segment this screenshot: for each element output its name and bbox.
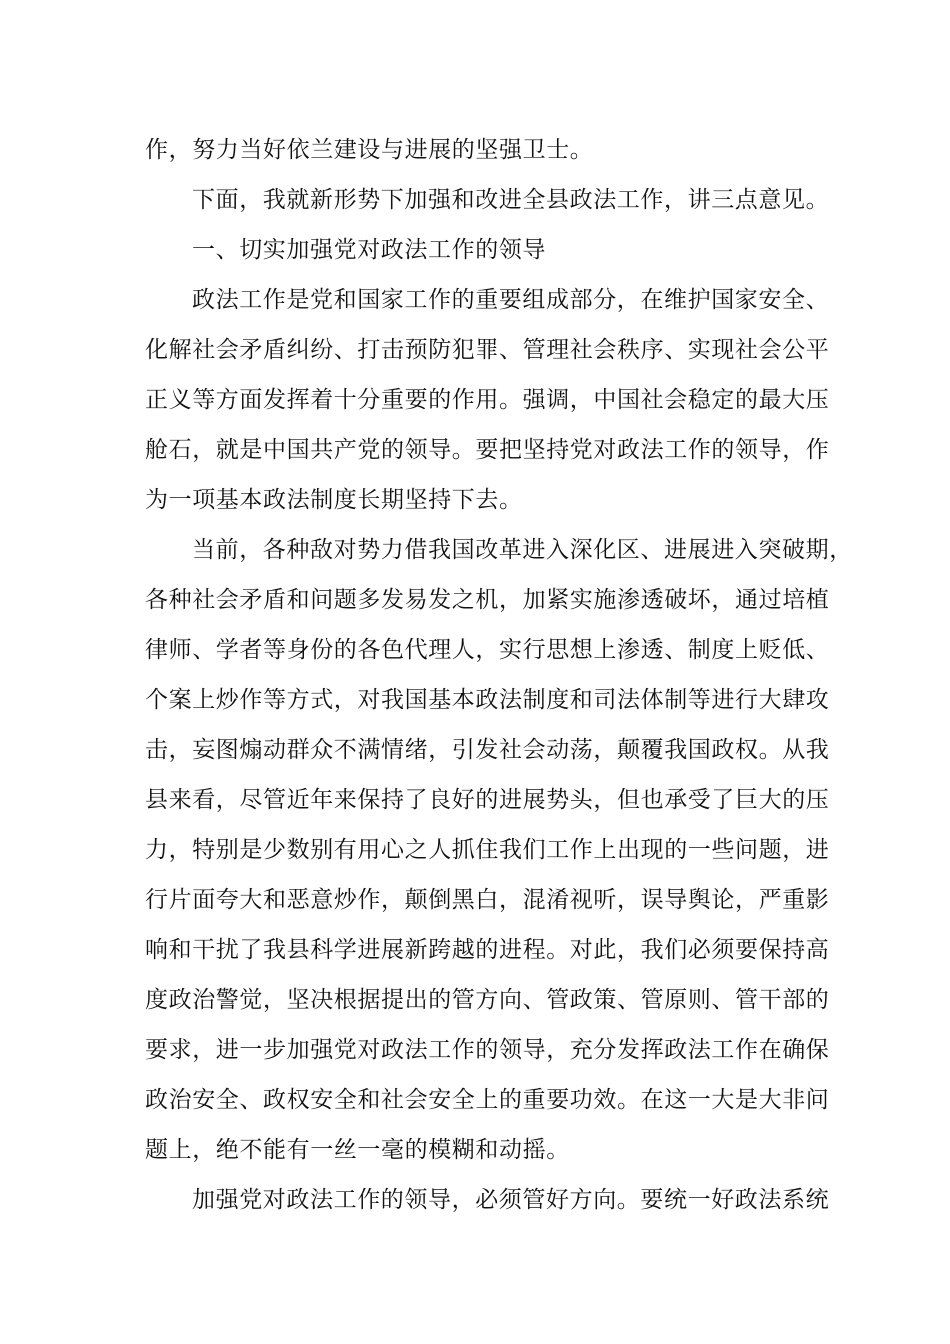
text-line: 要求，进一步加强党对政法工作的领导，充分发挥政法工作在确保 [145,1037,830,1063]
text-line: 下面，我就新形势下加强和改进全县政法工作，讲三点意见。 [192,187,830,213]
text-line: 律师、学者等身份的各色代理人，实行思想上渗透、制度上贬低、 [145,637,830,663]
text-line: 舱石，就是中国共产党的领导。要把坚持党对政法工作的领导，作 [145,437,830,463]
text-line: 题上，绝不能有一丝一毫的模糊和动摇。 [145,1137,570,1163]
text-line: 度政治警觉，坚决根据提出的管方向、管政策、管原则、管干部的 [145,987,830,1013]
text-line: 力，特别是少数别有用心之人抓住我们工作上出现的一些问题，进 [145,837,830,863]
section-heading: 一、切实加强党对政法工作的领导 [192,237,546,263]
text-line: 当前，各种敌对势力借我国改革进入深化区、进展进入突破期， [192,537,853,563]
text-line: 加强党对政法工作的领导，必须管好方向。要统一好政法系统 [192,1187,830,1213]
text-line: 政治安全、政权安全和社会安全上的重要功效。在这一大是大非问 [145,1087,830,1113]
text-line: 击，妄图煽动群众不满情绪，引发社会动荡，颠覆我国政权。从我 [145,737,830,763]
text-line: 各种社会矛盾和问题多发易发之机，加紧实施渗透破坏，通过培植 [145,587,830,613]
text-line: 个案上炒作等方式，对我国基本政法制度和司法体制等进行大肆攻 [145,687,830,713]
text-line: 行片面夸大和恶意炒作，颠倒黑白，混淆视听，误导舆论，严重影 [145,887,830,913]
text-line: 化解社会矛盾纠纷、打击预防犯罪、管理社会秩序、实现社会公平 [145,337,830,363]
text-line: 响和干扰了我县科学进展新跨越的进程。对此，我们必须要保持高 [145,937,830,963]
text-line: 政法工作是党和国家工作的重要组成部分，在维护国家安全、 [192,287,830,313]
text-line: 正义等方面发挥着十分重要的作用。强调，中国社会稳定的最大压 [145,387,830,413]
text-line: 县来看，尽管近年来保持了良好的进展势头，但也承受了巨大的压 [145,787,830,813]
text-line: 为一项基本政法制度长期坚持下去。 [145,487,523,513]
text-line: 作，努力当好依兰建设与进展的坚强卫士。 [145,137,594,163]
